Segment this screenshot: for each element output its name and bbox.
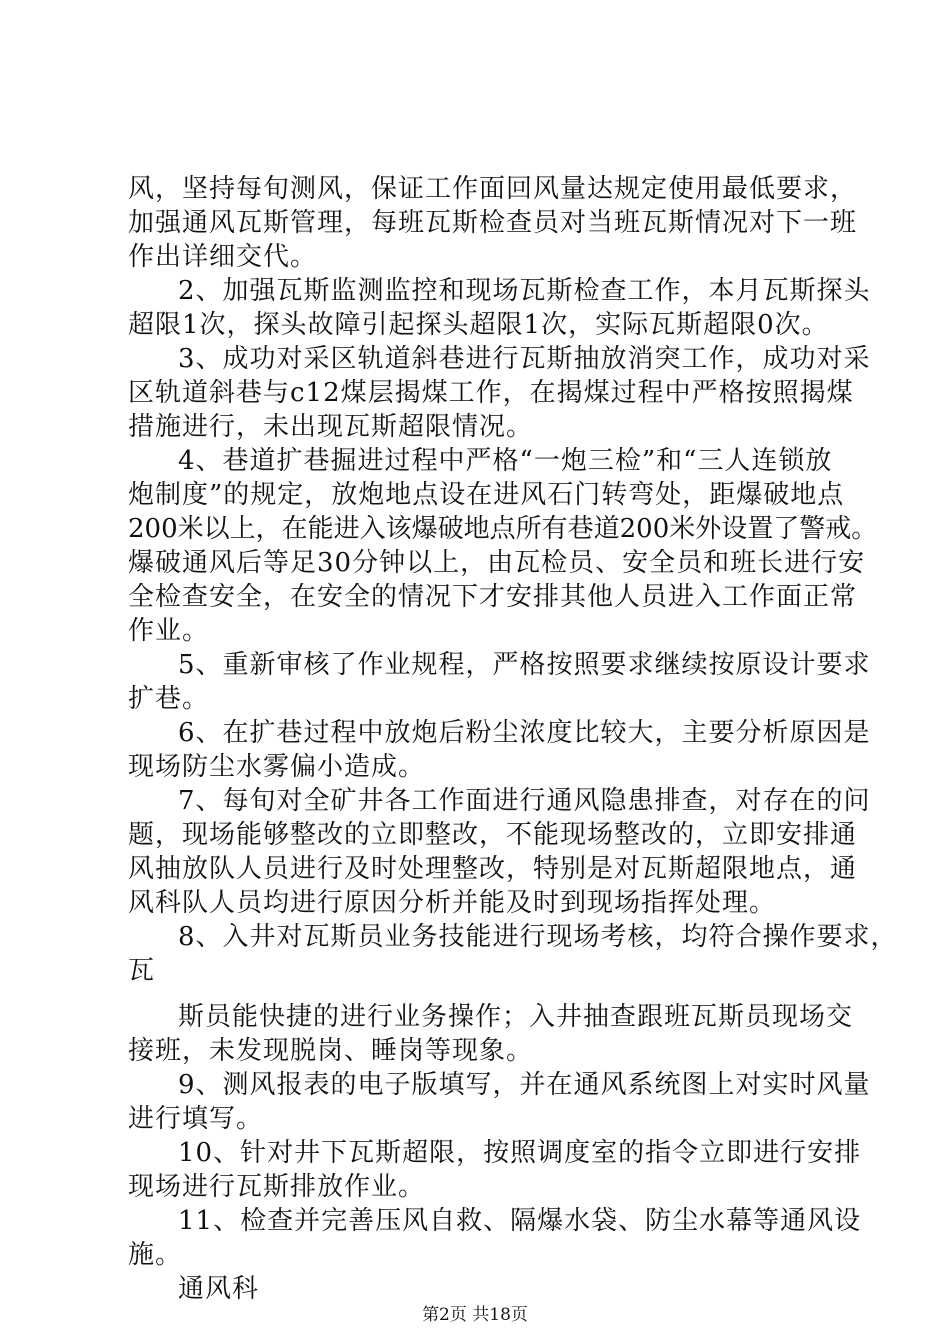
text-line: 风科队人员均进行原因分析并能及时到现场指挥处理。 xyxy=(128,888,777,918)
paragraph-start-line: 5、重新审核了作业规程，严格按照要求继续按原设计要求 xyxy=(178,650,871,680)
text-line: 全检查安全，在安全的情况下才安排其他人员进入工作面正常 xyxy=(128,582,858,612)
paragraph-start-line: 4、巷道扩巷掘进过程中严格“一炮三检”和“三人连锁放 xyxy=(178,446,833,476)
text-line: 风抽放队人员进行及时处理整改，特别是对瓦斯超限地点，通 xyxy=(128,854,858,884)
text-line: 瓦 xyxy=(128,956,156,986)
text-line: 现场防尘水雾偏小造成。 xyxy=(128,752,426,782)
paragraph-start-line: 6、在扩巷过程中放炮后粉尘浓度比较大，主要分析原因是 xyxy=(178,718,871,748)
text-line: 题，现场能够整改的立即整改，不能现场整改的，立即安排通 xyxy=(128,820,858,850)
paragraph-start-line: 斯员能快捷的进行业务操作；入井抽查跟班瓦斯员现场交 xyxy=(178,1002,854,1032)
text-line: 炮制度”的规定，放炮地点设在进风石门转弯处，距爆破地点 xyxy=(128,480,845,510)
text-line: 施。 xyxy=(128,1240,183,1270)
text-line: 作出详细交代。 xyxy=(128,242,318,272)
text-line: 现场进行瓦斯排放作业。 xyxy=(128,1172,426,1202)
text-line: 爆破通风后等足30分钟以上，由瓦检员、安全员和班长进行安 xyxy=(128,548,866,578)
text-line: 进行填写。 xyxy=(128,1104,264,1134)
text-line: 200米以上，在能进入该爆破地点所有巷道200米外设置了警戒。 xyxy=(128,514,878,544)
text-line: 风，坚持每旬测风，保证工作面回风量达规定使用最低要求， xyxy=(128,174,858,204)
signature-department: 通风科 xyxy=(178,1274,260,1304)
paragraph-start-line: 2、加强瓦斯监测监控和现场瓦斯检查工作，本月瓦斯探头 xyxy=(178,276,871,306)
page-footer: 第2页 共18页 xyxy=(422,1305,528,1325)
text-line: 超限1次，探头故障引起探头超限1次，实际瓦斯超限0次。 xyxy=(128,310,829,340)
text-line: 措施进行，未出现瓦斯超限情况。 xyxy=(128,412,534,442)
text-line: 区轨道斜巷与c12煤层揭煤工作，在揭煤过程中严格按照揭煤 xyxy=(128,378,854,408)
text-line: 接班，未发现脱岗、睡岗等现象。 xyxy=(128,1036,534,1066)
text-line: 加强通风瓦斯管理，每班瓦斯检查员对当班瓦斯情况对下一班 xyxy=(128,208,858,238)
paragraph-start-line: 7、每旬对全矿井各工作面进行通风隐患排查，对存在的问 xyxy=(178,786,871,816)
paragraph-start-line: 10、针对井下瓦斯超限，按照调度室的指令立即进行安排 xyxy=(178,1138,862,1168)
paragraph-start-line: 3、成功对采区轨道斜巷进行瓦斯抽放消突工作，成功对采 xyxy=(178,344,871,374)
paragraph-start-line: 8、入井对瓦斯员业务技能进行现场考核，均符合操作要求， xyxy=(178,922,898,952)
text-line: 扩巷。 xyxy=(128,684,210,714)
paragraph-start-line: 9、测风报表的电子版填写，并在通风系统图上对实时风量 xyxy=(178,1070,871,1100)
text-line: 作业。 xyxy=(128,616,210,646)
paragraph-start-line: 11、检查并完善压风自救、隔爆水袋、防尘水幕等通风设 xyxy=(178,1206,862,1236)
